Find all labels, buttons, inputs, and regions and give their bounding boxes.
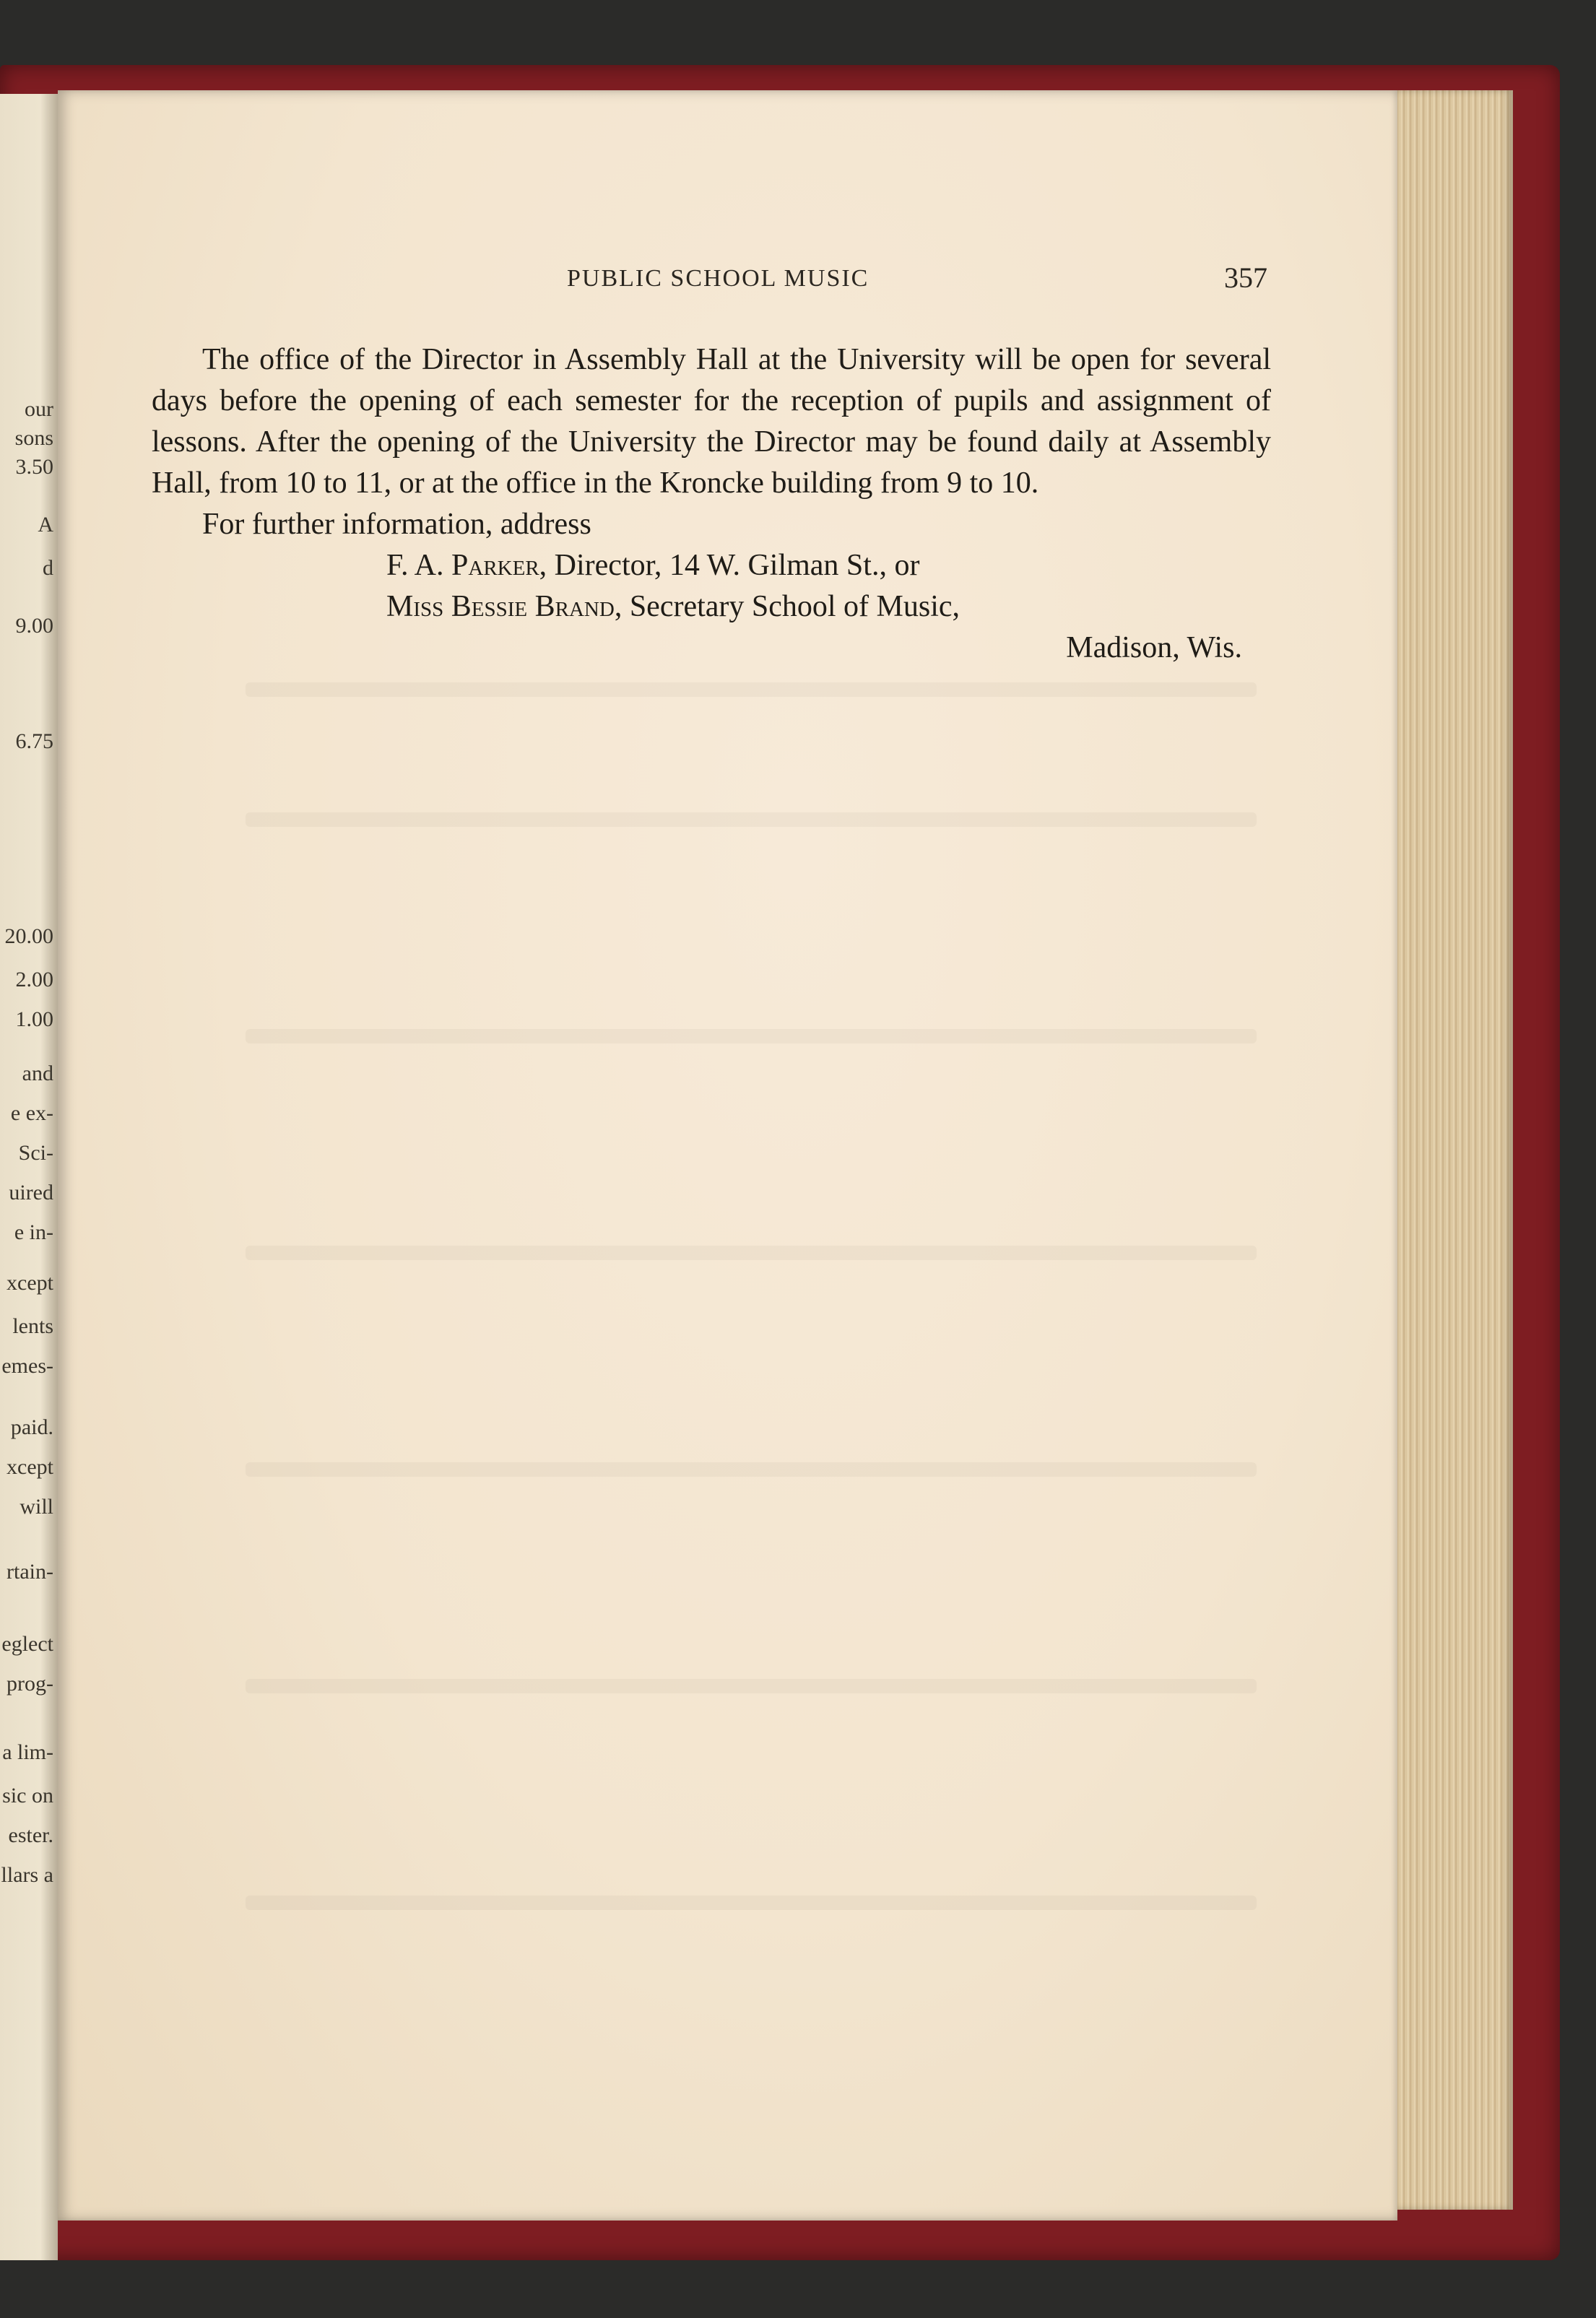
prev-page-fragment: e in-: [14, 1220, 53, 1244]
page-edges: [1387, 90, 1513, 2210]
prev-page-fragment: uired: [9, 1181, 53, 1204]
name-initials: F. A.: [386, 549, 452, 582]
prev-page-fragment: 1.00: [15, 1007, 53, 1031]
prev-page-fragment: llars a: [1, 1863, 53, 1887]
book-page: [58, 90, 1397, 2221]
prev-page-fragment: will: [19, 1495, 53, 1519]
prev-page-fragment: and: [22, 1062, 53, 1085]
prev-page-fragment: ester.: [8, 1823, 53, 1847]
prev-page-fragment: 3.50: [15, 455, 53, 479]
prev-page-fragment: 20.00: [4, 924, 53, 948]
prev-page-fragment: prog-: [6, 1672, 53, 1696]
address-line: [152, 545, 1271, 586]
prev-page-fragment: our: [25, 397, 53, 421]
address-block: [152, 545, 1271, 669]
prev-page-fragment: e ex-: [10, 1101, 53, 1125]
prev-page-fragment: paid.: [10, 1415, 53, 1439]
prev-page-fragment: 6.75: [15, 729, 53, 753]
show-through: [246, 1896, 1257, 1910]
address-city: Madison, Wis.: [1066, 631, 1242, 664]
body-text: [152, 339, 1271, 669]
prev-page-fragment: A: [38, 513, 53, 537]
address-line: [152, 586, 1271, 628]
show-through: [246, 682, 1257, 697]
show-through: [246, 1679, 1257, 1693]
prev-page-fragment: sic on: [2, 1784, 53, 1807]
prev-page-fragment: Sci-: [18, 1141, 53, 1165]
prev-page-fragment: sons: [14, 426, 53, 450]
show-through: [246, 1029, 1257, 1043]
prev-page-fragment: xcept: [6, 1271, 53, 1295]
prev-page-fragment: xcept: [6, 1455, 53, 1479]
show-through: [246, 1246, 1257, 1260]
prev-page-fragment: lents: [12, 1314, 53, 1338]
name: Parker: [451, 549, 539, 582]
prev-page-fragment: a lim-: [2, 1740, 53, 1764]
prev-page-fragment: 2.00: [15, 968, 53, 991]
name: Miss Bessie Brand: [386, 590, 615, 623]
address-detail: , Director, 14 W. Gilman St., or: [539, 549, 920, 582]
prev-page-fragment: eglect: [1, 1632, 53, 1656]
prev-page-fragment: emes-: [1, 1354, 53, 1378]
prev-page-fragment: 9.00: [15, 614, 53, 638]
show-through: [246, 812, 1257, 827]
show-through: [246, 1462, 1257, 1477]
address-detail: , Secretary School of Music,: [614, 590, 960, 623]
running-head: PUBLIC SCHOOL MUSIC: [567, 265, 869, 292]
paragraph: The office of the Director in Assembly Hall at the University will be open for several days before the opening of each semester for the reception of pupils and assignment of lessons. After the opening of the University the Director may be found daily at Assembly Hall, from 10 to 11, or at the office in the Kroncke building from 9 to 10.: [152, 343, 1271, 500]
page-number: 357: [1224, 261, 1267, 294]
paragraph: For further information, address: [202, 508, 591, 541]
prev-page-fragment: d: [43, 556, 53, 580]
prev-page-fragment: rtain-: [6, 1560, 53, 1584]
previous-page-edge: [0, 94, 58, 2260]
